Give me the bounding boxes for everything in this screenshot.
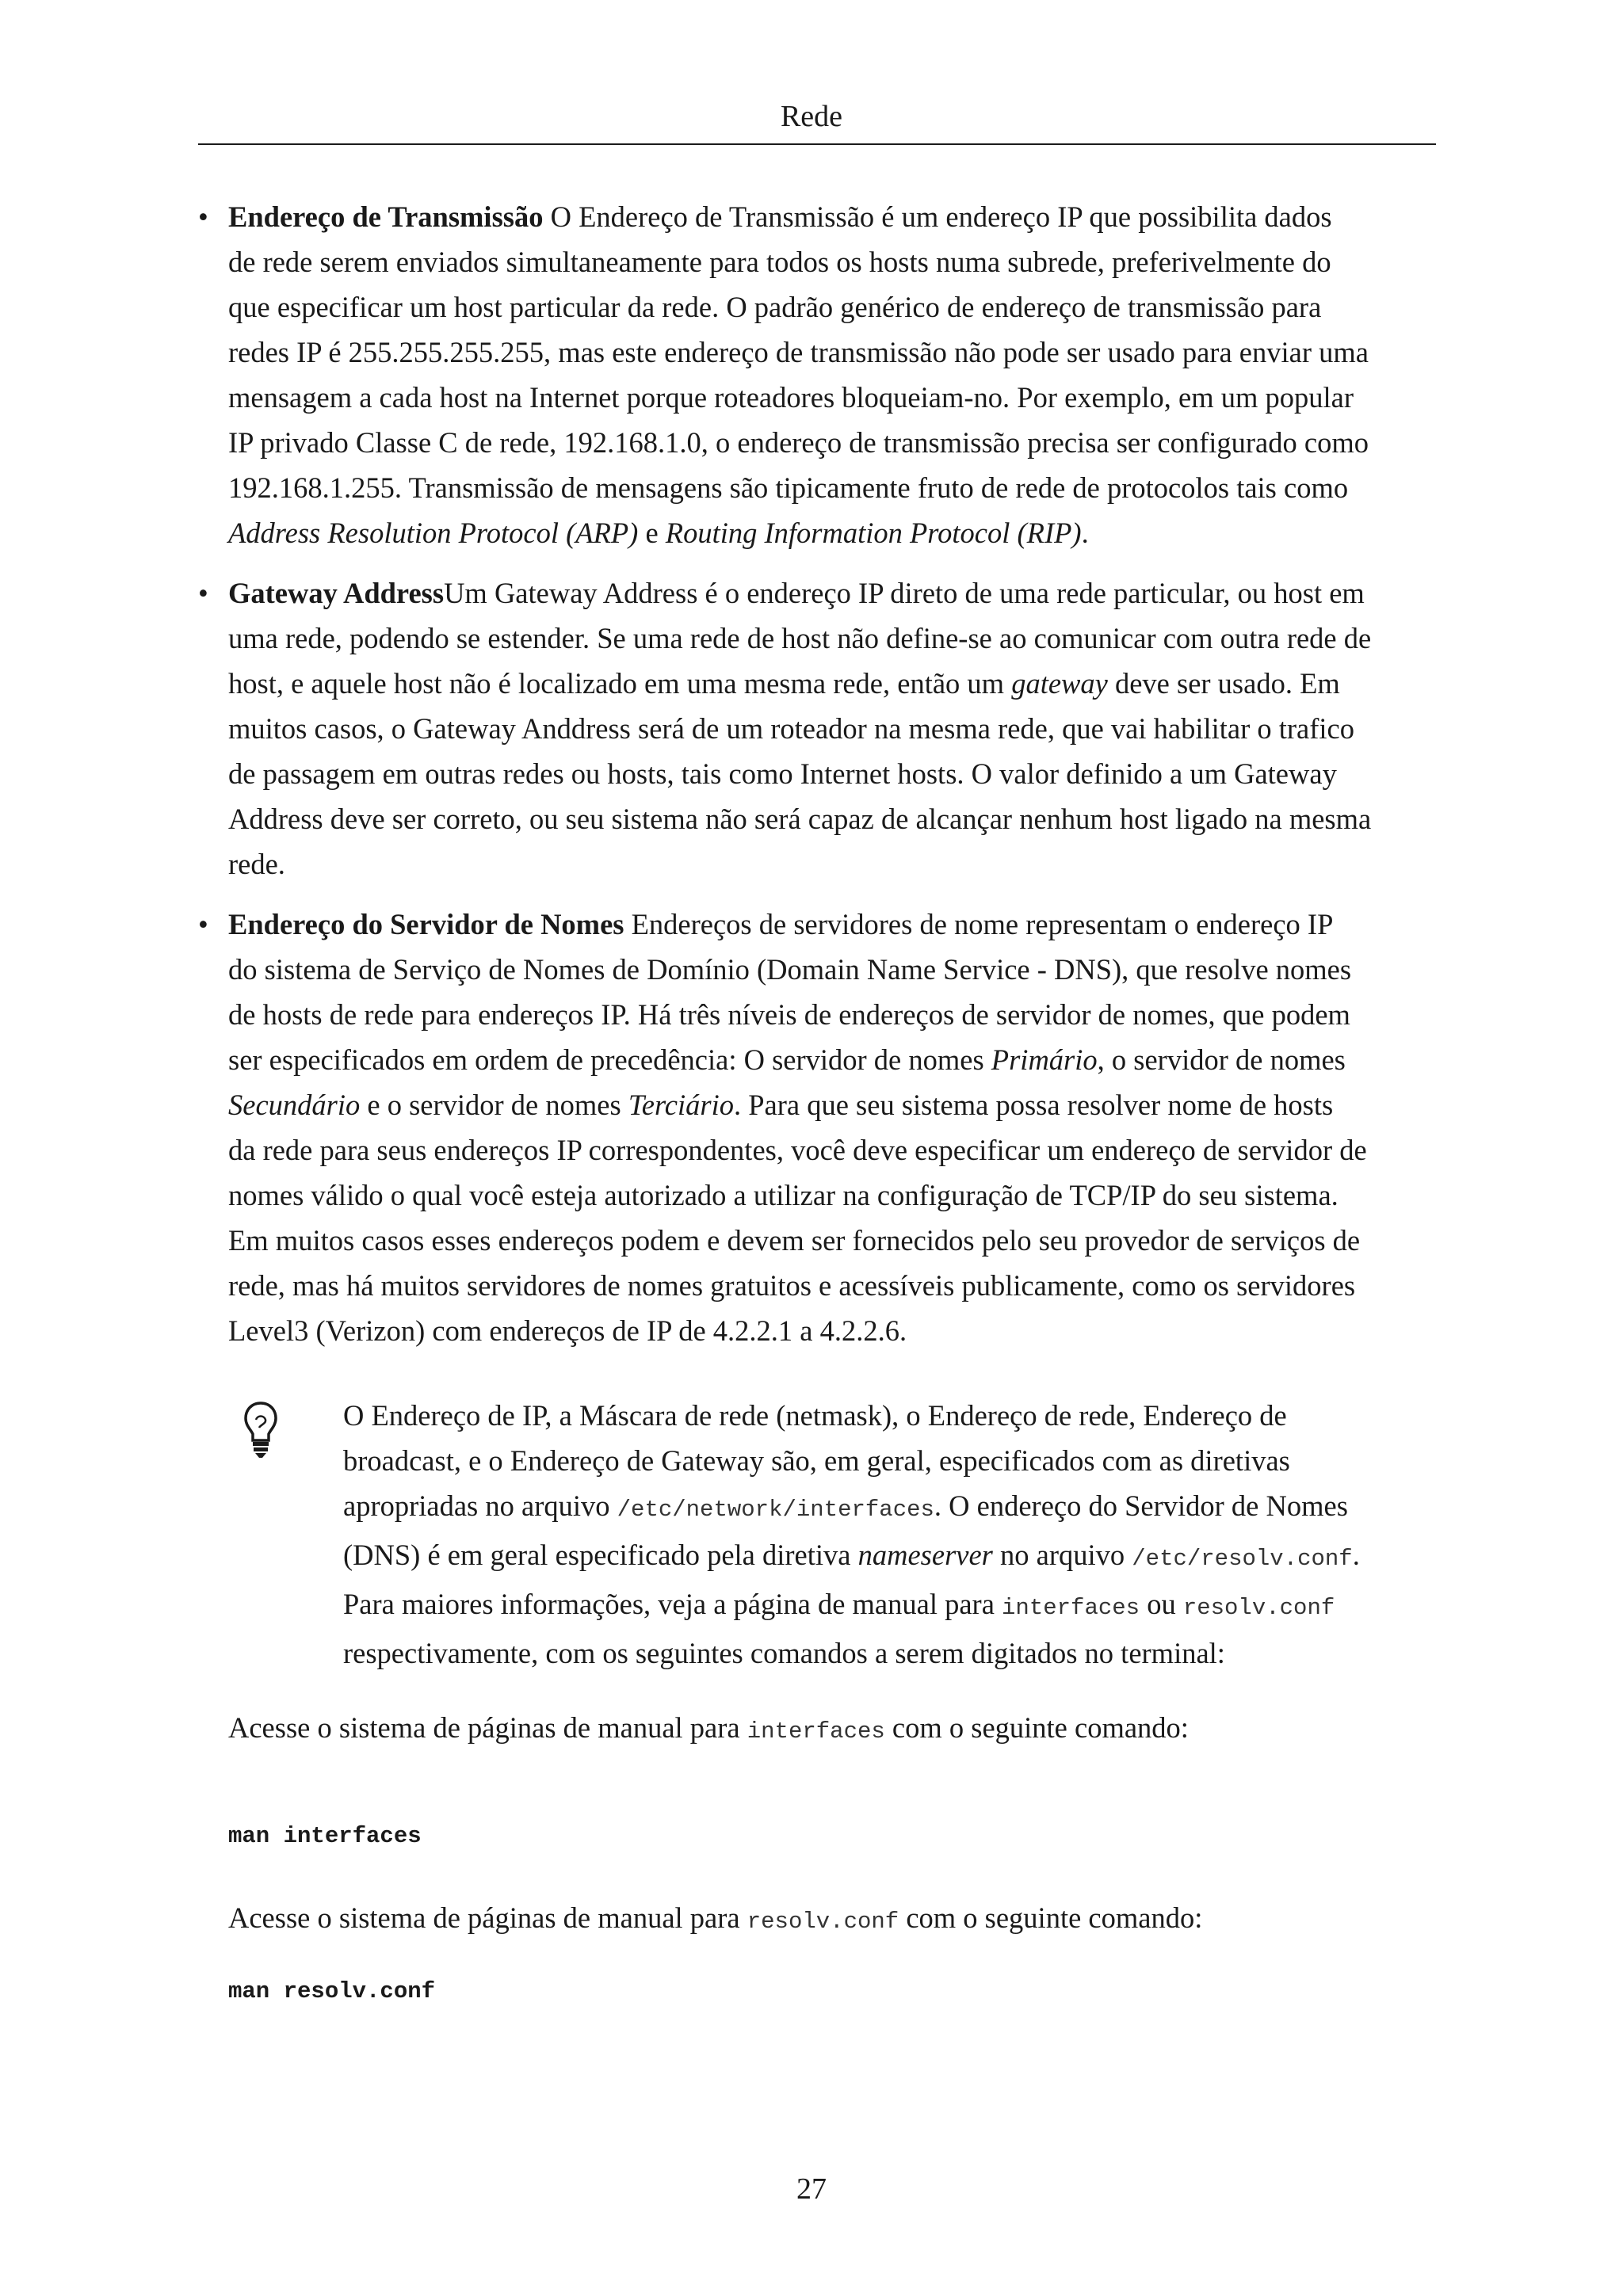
file-path: /etc/network/interfaces xyxy=(617,1497,934,1523)
definition-list xyxy=(198,194,1441,1368)
running-header: Rede xyxy=(780,100,843,133)
bullet-marker: • xyxy=(198,200,208,233)
tip-text: O Endereço de IP, a Máscara de rede (netmask), o Endereço de rede, Endereço de broadcast, e o Endereço de Gateway são, em geral, especificados com as diretivas apropriadas no arquivo /etc/network/interfaces. O endereço do Servidor de Nomes (DNS) é em geral especificado pela diretiva nameserver no arquivo /etc/resolv.conf. Para maiores informações, veja a página de manual para interfaces ou resolv.conf respectivamente, com os seguintes comandos a serem digitados no terminal: xyxy=(343,1399,1360,1669)
command-intro-resolv: Acesse o sistema de páginas de manual para resolv.conf com o seguinte comando: xyxy=(228,1901,1203,1935)
list-item-broadcast-address: • Endereço de Transmissão O Endereço de Transmissão é um endereço IP que possibilita dados de rede serem enviados simultaneamente para todos os hosts numa subrede, preferivelmente do que especificar um host particular da rede. O padrão genérico de endereço de transmissão para redes IP é 255.255.255.255, mas este endereço de transmissão não pode ser usado para enviar uma mensagem a cada host na Internet porque roteadores bloqueiam-no. Por exemplo, em um popular IP privado Classe C de rede, 192.168.1.0, o endereço de transmissão precisa ser configurado como 192.168.1.255. Transmissão de mensagens são tipicamente fruto de rede de protocolos tais como Address Resolution Protocol (ARP) e Routing Information Protocol (RIP). xyxy=(228,194,1441,555)
header-divider xyxy=(198,143,1436,145)
file-path: /etc/resolv.conf xyxy=(1132,1546,1353,1572)
command-man-resolv: man resolv.conf xyxy=(228,1978,436,2004)
bullet-marker: • xyxy=(198,908,208,940)
lightbulb-icon xyxy=(243,1401,278,1459)
list-item-name-server-address: • Endereço do Servidor de Nomes Endereços de servidores de nome representam o endereço IP do sistema de Serviço de Nomes de Domínio (Domain Name Service - DNS), que resolve nomes de hosts de rede para endereços IP. Há três níveis de endereços de servidor de nomes, que podem ser especificados em ordem de precedência: O servidor de nomes Primário, o servidor de nomes Secundário e o servidor de nomes Terciário. Para que seu sistema possa resolver nome de hosts da rede para seus endereços IP correspondentes, você deve especificar um endereço de servidor de nomes válido o qual você esteja autorizado a utilizar na configuração de TCP/IP do seu sistema. Em muitos casos esses endereços podem e devem ser fornecidos pelo seu provedor de serviços de rede, mas há muitos servidores de nomes gratuitos e acessíveis publicamente, como os servidores Level3 (Verizon) com endereços de IP de 4.2.2.1 a 4.2.2.6. xyxy=(228,902,1441,1353)
command-intro-interfaces: Acesse o sistema de páginas de manual para interfaces com o seguinte comando: xyxy=(228,1711,1189,1745)
manpage-name: resolv.conf xyxy=(1182,1595,1335,1621)
term-broadcast-address: Endereço de Transmissão xyxy=(228,200,544,233)
bullet-marker: • xyxy=(198,577,208,609)
page-number: 27 xyxy=(796,2172,827,2206)
manpage-name: interfaces xyxy=(1002,1595,1140,1621)
term-name-server-address: Endereço do Servidor de Nomes xyxy=(228,908,624,940)
command-man-interfaces: man interfaces xyxy=(228,1823,422,1849)
term-gateway-address: Gateway Address xyxy=(228,577,445,609)
list-item-gateway-address: • Gateway AddressUm Gateway Address é o endereço IP direto de uma rede particular, ou host em uma rede, podendo se estender. Se uma rede de host não define-se ao comunicar com outra rede de host, e aquele host não é localizado em uma mesma rede, então um gateway deve ser usado. Em muitos casos, o Gateway Anddress será de um roteador na mesma rede, que vai habilitar o trafico de passagem em outras redes ou hosts, tais como Internet hosts. O valor definido a um Gateway Address deve ser correto, ou seu sistema não será capaz de alcançar nenhum host ligado na mesma rede. xyxy=(228,570,1441,887)
